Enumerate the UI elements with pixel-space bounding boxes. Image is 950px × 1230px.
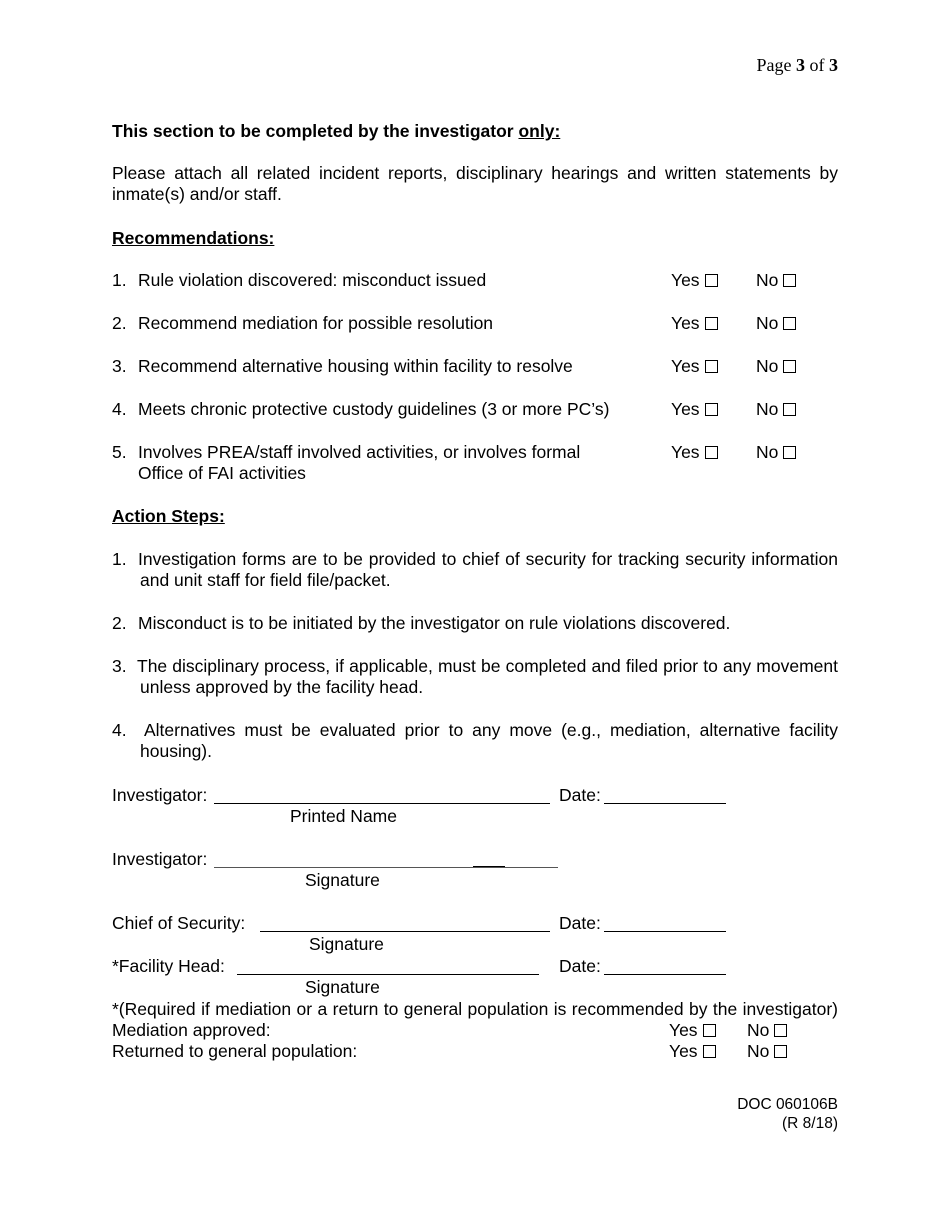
investigator-name-label: Investigator: bbox=[112, 785, 208, 805]
page-current: 3 bbox=[796, 55, 805, 75]
mediation-yes-option[interactable] bbox=[669, 1020, 716, 1041]
yes-checkbox[interactable] bbox=[705, 403, 718, 416]
no-checkbox[interactable] bbox=[774, 1045, 787, 1058]
approval-note: *(Required if mediation or a return to general population is recommended by the investigator) Mediation approved: bbox=[112, 999, 838, 1040]
yes-label: Yes bbox=[671, 442, 700, 462]
page-total: 3 bbox=[829, 55, 838, 75]
item-number: 3. bbox=[112, 356, 127, 376]
step-text: Alternatives must be evaluated prior to any move (e.g., mediation, alternative facility housing). bbox=[140, 720, 838, 761]
no-label: No bbox=[756, 270, 779, 290]
section-heading-only: only: bbox=[518, 121, 561, 141]
no-option[interactable] bbox=[756, 399, 796, 420]
form-revision: (R 8/18) bbox=[782, 1115, 838, 1132]
item-number: 5. bbox=[112, 442, 127, 462]
section-heading-text: This section to be completed by the investigator bbox=[112, 121, 519, 141]
page-of: of bbox=[809, 55, 825, 75]
no-checkbox[interactable] bbox=[774, 1024, 787, 1037]
item-number: 1. bbox=[112, 270, 127, 290]
no-checkbox[interactable] bbox=[783, 403, 796, 416]
no-label: No bbox=[756, 442, 779, 462]
investigator-signature-line[interactable] bbox=[214, 867, 558, 868]
no-checkbox[interactable] bbox=[783, 360, 796, 373]
item-text: Meets chronic protective custody guidelines (3 or more PC’s) bbox=[138, 399, 610, 419]
yes-option[interactable] bbox=[671, 399, 718, 420]
returned-yes-option[interactable] bbox=[669, 1041, 716, 1062]
facility-head-date-label: Date: bbox=[559, 956, 601, 976]
item-text: Rule violation discovered: misconduct issued bbox=[138, 270, 487, 290]
returned-no-option[interactable] bbox=[747, 1041, 787, 1062]
section-heading bbox=[112, 121, 560, 142]
item-text: Recommend mediation for possible resolution bbox=[138, 313, 494, 333]
no-label: No bbox=[756, 313, 779, 333]
step-number: 4. bbox=[112, 720, 127, 740]
no-label: No bbox=[747, 1020, 770, 1040]
attach-note: Please attach all related incident reports, disciplinary hearings and written statements by inmate(s) and/or staff. bbox=[112, 163, 838, 204]
step-number: 3. bbox=[112, 656, 127, 676]
mediation-no-option[interactable] bbox=[747, 1020, 787, 1041]
yes-checkbox[interactable] bbox=[703, 1024, 716, 1037]
signature-caption: Signature bbox=[309, 934, 384, 954]
no-label: No bbox=[756, 399, 779, 419]
signature-caption: Signature bbox=[305, 870, 380, 890]
no-option[interactable] bbox=[756, 270, 796, 291]
step-text: The disciplinary process, if applicable, must be completed and filed prior to any movement unless approved by the facility head. bbox=[137, 656, 838, 697]
no-option[interactable] bbox=[756, 356, 796, 377]
item-text: Recommend alternative housing within facility to resolve bbox=[138, 356, 573, 376]
step-number: 2. bbox=[112, 613, 127, 633]
page-number bbox=[757, 55, 839, 76]
yes-label: Yes bbox=[669, 1020, 698, 1040]
yes-label: Yes bbox=[671, 270, 700, 290]
item-number: 2. bbox=[112, 313, 127, 333]
no-option[interactable] bbox=[756, 313, 796, 334]
signature-line-mark bbox=[473, 866, 505, 867]
yes-option[interactable] bbox=[671, 442, 718, 463]
no-checkbox[interactable] bbox=[783, 317, 796, 330]
no-label: No bbox=[756, 356, 779, 376]
investigator-signature-label: Investigator: bbox=[112, 849, 208, 869]
yes-option[interactable] bbox=[671, 356, 718, 377]
chief-date-line[interactable] bbox=[604, 931, 726, 932]
yes-checkbox[interactable] bbox=[705, 317, 718, 330]
recommendations-heading: Recommendations: bbox=[112, 228, 275, 248]
yes-checkbox[interactable] bbox=[705, 446, 718, 459]
no-checkbox[interactable] bbox=[783, 274, 796, 287]
signature-caption: Signature bbox=[305, 977, 380, 997]
no-checkbox[interactable] bbox=[783, 446, 796, 459]
item-text-continued: Office of FAI activities bbox=[138, 463, 306, 483]
page-prefix: Page bbox=[756, 55, 792, 75]
yes-checkbox[interactable] bbox=[703, 1045, 716, 1058]
investigator-date-label: Date: bbox=[559, 785, 601, 805]
item-text: Involves PREA/staff involved activities, or involves formal bbox=[138, 442, 581, 462]
chief-of-security-label: Chief of Security: bbox=[112, 913, 246, 933]
step-text: Misconduct is to be initiated by the investigator on rule violations discovered. bbox=[138, 613, 731, 633]
no-option[interactable] bbox=[756, 442, 796, 463]
returned-label: Returned to general population: bbox=[112, 1041, 358, 1061]
item-number: 4. bbox=[112, 399, 127, 419]
yes-label: Yes bbox=[669, 1041, 698, 1061]
investigator-name-line[interactable] bbox=[214, 803, 550, 804]
yes-checkbox[interactable] bbox=[705, 274, 718, 287]
step-number: 1. bbox=[112, 549, 127, 569]
facility-head-date-line[interactable] bbox=[604, 974, 726, 975]
chief-date-label: Date: bbox=[559, 913, 601, 933]
yes-option[interactable] bbox=[671, 313, 718, 334]
facility-head-signature-line[interactable] bbox=[237, 974, 539, 975]
no-label: No bbox=[747, 1041, 770, 1061]
yes-label: Yes bbox=[671, 313, 700, 333]
yes-label: Yes bbox=[671, 356, 700, 376]
action-steps-heading: Action Steps: bbox=[112, 506, 225, 526]
printed-name-caption: Printed Name bbox=[290, 806, 397, 826]
form-number: DOC 060106B bbox=[737, 1096, 838, 1113]
investigator-date-line[interactable] bbox=[604, 803, 726, 804]
yes-option[interactable] bbox=[671, 270, 718, 291]
step-text: Investigation forms are to be provided to chief of security for tracking security information and unit staff for field file/packet. bbox=[138, 549, 838, 590]
yes-checkbox[interactable] bbox=[705, 360, 718, 373]
facility-head-label: *Facility Head: bbox=[112, 956, 225, 976]
chief-signature-line[interactable] bbox=[260, 931, 550, 932]
yes-label: Yes bbox=[671, 399, 700, 419]
form-footer bbox=[737, 1095, 838, 1133]
